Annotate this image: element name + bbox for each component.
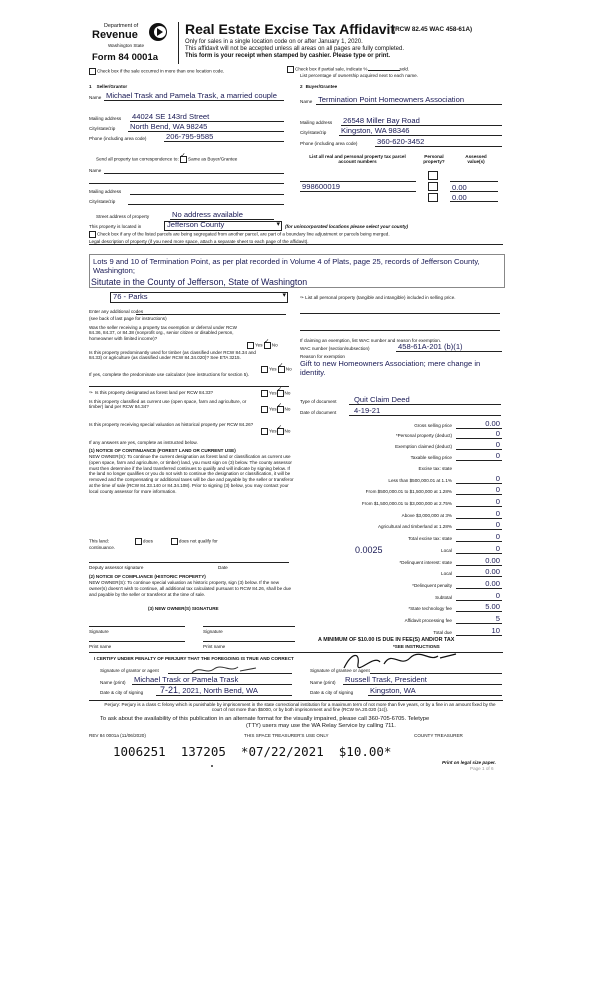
deputy-date-label: Date — [218, 565, 228, 570]
tax-line-tier2 — [456, 494, 502, 495]
print-name-line-1[interactable] — [89, 641, 185, 642]
form-number: Form 84 0001a — [92, 52, 159, 63]
doc-type-line — [349, 404, 501, 405]
dept-line3: Washington State — [108, 43, 145, 48]
pencil-icon: ✑ — [300, 295, 306, 300]
assessed-col-header: Assessed value(s) — [465, 154, 487, 165]
seller-name-value[interactable]: Michael Trask and Pamela Trask, a married couple — [106, 91, 277, 100]
grantee-name-value[interactable]: Russell Trask, President — [345, 675, 427, 684]
treasurer-use-only: THIS SPACE TREASURER'S USE ONLY — [244, 733, 329, 738]
tax-value-tech-fee[interactable]: 5.00 — [485, 602, 500, 611]
deputy-sig-label: Deputy assessor signature — [89, 565, 144, 570]
grantor-date-label: Date & city of signing — [100, 690, 144, 695]
grantee-sig-line[interactable] — [370, 673, 502, 674]
county-note: (for unincorporated locations please select your county) — [285, 224, 409, 229]
tax-label-tier3: From $1,500,000.01 to $3,000,000 at 2.75% — [361, 501, 452, 506]
tax-label-personal: *Personal property (deduct) — [395, 433, 452, 438]
signature-label-2: Signature — [203, 629, 223, 634]
dept-line2: Revenue — [92, 29, 138, 41]
grantee-date-line — [368, 695, 502, 696]
tax-label-gross: Gross selling price — [414, 423, 452, 428]
q2-yes-no[interactable]: Yes ✓ No — [261, 366, 292, 373]
legal-description-1: Lots 9 and 10 of Termination Point, as per plat recorded in Volume 4 of Plats, page 25, records of Jefferson County, Washington; — [93, 257, 480, 275]
tax-label-tech-fee: *State technology fee — [408, 606, 452, 611]
value-line-1 — [450, 181, 498, 182]
alt-format-line-2: (TTY) users may use the WA Relay Service by calling 711. — [246, 723, 396, 729]
notice3-title: (3) NEW OWNER(S) SIGNATURE — [148, 606, 219, 611]
correspondence-label: Send all property tax correspondence to: ✓ Same as Buyer/Grantee — [96, 156, 237, 163]
buyer-name-line — [316, 104, 502, 105]
multi-location-check[interactable]: Check box if the sale occurred in more than one location code. — [89, 68, 224, 75]
tax-label-subtotal: Subtotal — [435, 595, 452, 600]
segregated-check[interactable]: Check box if any of the listed parcels are being segregated from another parcel, are part of a boundary line adjustment or parcels being merged. — [89, 231, 390, 238]
seller-address-label: Mailing address — [89, 116, 122, 121]
county-select[interactable]: Jefferson County ▾ — [164, 221, 282, 231]
tax-line-tier3 — [456, 506, 502, 507]
tax-value-tier1[interactable]: 0 — [495, 474, 500, 483]
seller-phone-value[interactable]: 206-795-9585 — [166, 132, 214, 141]
same-as-buyer-checkbox[interactable] — [180, 156, 187, 163]
notice1-body: NEW OWNER(S): To continue the current designation as forest land or classification as current use (open space, farm and agriculture, or timber) land, you must sign on (3) below. The county assessor must then determine if the land transferred continues to qualify and will indicate by signing below. If the land no longer qualifies or you do not wish to continue the designation or classification, it will be removed and the compensating or additional taxes will be due and payable by the seller or transferor at the time of sale (RCW 84.33.140 or 84.34.108). Prior to signing (3) below, you may contact your local county assessor for more information. — [89, 454, 294, 494]
seller-phone-line — [164, 141, 284, 142]
see-instructions: *SEE INSTRUCTIONS — [393, 644, 440, 649]
tax-line-tech-fee — [456, 611, 502, 612]
corr-mailing-line[interactable] — [130, 194, 284, 195]
value-line-3 — [450, 201, 498, 202]
tax-label-tier4: Above $3,000,000 at 3% — [401, 513, 452, 518]
buyer-name-value[interactable]: Termination Point Homeowners Association — [318, 95, 465, 104]
corr-name-line[interactable] — [104, 173, 284, 174]
parcel-line-2 — [300, 191, 416, 192]
wac-line — [396, 351, 502, 352]
tax-line-taxable — [456, 460, 502, 461]
additional-codes-label: Enter any additional codes — [89, 309, 144, 314]
tax-value-tier3[interactable]: 0 — [495, 497, 500, 506]
tax-value-exemption[interactable]: 0 — [495, 440, 500, 449]
personal-col-header: Personal property? — [423, 154, 445, 165]
footer-top-line — [89, 700, 503, 701]
personal-checkbox-1[interactable] — [428, 171, 438, 180]
tax-value-subtotal[interactable]: 0 — [495, 591, 500, 600]
grantor-name-value[interactable]: Michael Trask or Pamela Trask — [134, 675, 239, 684]
tax-label-exemption: Exemption claimed (deduct) — [395, 444, 452, 449]
deputy-sig-line[interactable] — [89, 562, 289, 563]
corr-name-label: Name — [89, 168, 102, 173]
tax-line-exemption — [456, 449, 502, 450]
question-current-use: Is this property classified as current use (open space, farm and agriculture, or timber) land per RCW 84.34? — [89, 399, 247, 410]
corr-mailing-label: Mailing address — [89, 189, 122, 194]
tax-value-del-local[interactable]: 0.00 — [485, 567, 500, 576]
dot-mark — [211, 765, 213, 767]
rcw-reference: (RCW 82.45 WAC 458-61A) — [393, 26, 473, 33]
header-note-1: Only for sales in a single location code on or after January 1, 2020. — [185, 39, 363, 45]
grantee-date-value[interactable]: Kingston, WA — [370, 686, 416, 695]
legal-label: Legal description of property (if you need more space, attach a separate sheet to each page of the affidavit). — [89, 239, 309, 244]
local-rate[interactable]: 0.0025 — [355, 545, 383, 555]
this-land: This land: does does not qualify for — [89, 538, 218, 544]
street-value[interactable]: No address available — [172, 210, 243, 219]
question-timber-note: If yes, complete the predominate use calculator (see instructions for section 5). — [89, 372, 250, 377]
tax-label-total-state: Total excise tax: state — [408, 536, 452, 541]
tax-label-del-interest: *Delinquent interest: state — [399, 560, 452, 565]
signature-label-1: Signature — [89, 629, 109, 634]
seller-name-line — [104, 100, 284, 101]
tax-value-gross[interactable]: 0.00 — [485, 419, 500, 428]
parcel-number[interactable]: 998600019 — [302, 182, 341, 191]
doc-date-line — [349, 415, 501, 416]
new-owner-sig-line-2[interactable] — [203, 626, 295, 627]
tax-label-agri: Agricultural and timberland at 1.28% — [377, 524, 452, 529]
seller-heading: 1 Seller/Grantor — [89, 84, 128, 89]
personal-checkbox-2[interactable] — [428, 182, 438, 191]
seller-phone-label: Phone (including area code) — [89, 136, 147, 141]
grantor-name-label: Name (print) — [100, 680, 126, 685]
grantor-sig-line[interactable] — [168, 673, 292, 674]
question-timber: Is this property predominantly used for timber (as classified under RCW 84.34 and 84.33) or agriculture (as classified under RCW 84.34.020)? See ETA 3215. — [89, 350, 256, 361]
chevron-down-icon: ▾ — [276, 221, 280, 228]
chevron-down-icon: ▾ — [282, 292, 286, 299]
tax-value-personal[interactable]: 0 — [495, 429, 500, 438]
tax-label-tier2: From $500,000.01 to $1,500,000 at 1.28% — [365, 489, 452, 494]
doc-type-value[interactable]: Quit Claim Deed — [354, 395, 410, 404]
seller-name-label: Name — [89, 95, 102, 100]
seller-address-value[interactable]: 44024 SE 143rd Street — [132, 112, 210, 121]
certify-heading: I CERTIFY UNDER PENALTY OF PERJURY THAT THE FOREGOING IS TRUE AND CORRECT — [94, 656, 294, 661]
print-name-line-2[interactable] — [203, 641, 295, 642]
tax-label-total-due: Total due — [433, 630, 452, 635]
grantee-name-line — [343, 684, 502, 685]
if-yes-note: If any answers are yes, complete as instructed below. — [89, 440, 198, 445]
tax-line-del-penalty — [456, 588, 502, 589]
personal-list-line-2[interactable] — [300, 330, 500, 331]
tax-line-subtotal — [456, 600, 502, 601]
tax-label-excise: Excise tax: state — [418, 466, 452, 471]
tax-line-agri — [456, 529, 502, 530]
tax-label-del-local: Local — [441, 571, 452, 576]
q5-yes-no[interactable]: Yes✓ No — [261, 428, 290, 435]
county-treasurer: COUNTY TREASURER — [414, 733, 463, 738]
buyer-heading: 2 Buyer/Grantee — [300, 84, 338, 89]
seller-city-value[interactable]: North Bend, WA 98245 — [130, 122, 208, 131]
tax-value-total-due[interactable]: 10 — [491, 626, 500, 635]
notice2-body: NEW OWNER(S): To continue special valuation as historic property, sign (3) below. If the new owner(s) doesn't wish to continue, all additional tax calculated pursuant to RCW 84.26, shall be due and payable by the seller or transferor at the time of sale. — [89, 580, 292, 597]
tax-value-agri[interactable]: 0 — [495, 520, 500, 529]
assessed-value-1[interactable]: 0.00 — [452, 183, 467, 192]
partial-sale-note: List percentage of ownership acquired next to each name. — [300, 73, 418, 78]
corr-city-label: City/state/zip — [89, 199, 116, 204]
form-title: Real Estate Excise Tax Affidavit — [185, 21, 396, 37]
doc-date-value[interactable]: 4-19-21 — [354, 406, 381, 415]
wa-emblem-icon — [148, 22, 168, 42]
additional-codes-line[interactable] — [136, 314, 286, 315]
tax-line-tier4 — [456, 518, 502, 519]
minimum-fee-note: A MINIMUM OF $10.00 IS DUE IN FEE(S) AND/OR TAX — [318, 637, 455, 643]
q3-yes-no[interactable]: Yes✓ No — [261, 390, 290, 397]
notice2-title: (2) NOTICE OF COMPLIANCE (HISTORIC PROPERTY) — [89, 574, 206, 579]
new-owner-sig-line-1[interactable] — [89, 626, 185, 627]
grantor-sig-label: Signature of grantor or agent — [100, 668, 159, 673]
print-name-label-2: Print name — [203, 644, 226, 649]
value-line-2 — [450, 191, 498, 192]
tax-value-del-penalty[interactable]: 0.00 — [485, 579, 500, 588]
divider-1 — [89, 386, 289, 387]
located-label: This property is located in — [89, 224, 142, 229]
doc-date-label: Date of document — [300, 410, 337, 415]
buyer-city-label: City/state/zip — [300, 130, 327, 135]
q1-yes-no[interactable]: Yes ✓ No — [247, 342, 278, 349]
legal-paper-note: Print on legal size paper. — [442, 760, 496, 765]
corr-blank-line — [89, 183, 284, 184]
alt-format-line-1: To ask about the availability of this publication in an alternate format for the visually impaired, please call 360-705-6705. Teletype — [100, 716, 430, 722]
assessed-value-2[interactable]: 0.00 — [452, 193, 467, 202]
treasurer-stamp: 1006251 137205 *07/22/2021 $10.00* — [113, 744, 392, 759]
tax-value-del-interest[interactable]: 0.00 — [485, 556, 500, 565]
personal-checkbox-3[interactable] — [428, 193, 438, 202]
legal-description-2[interactable]: Situtate in the County of Jefferson, State of Washington — [91, 277, 308, 287]
legal-top-line — [89, 244, 503, 245]
rev-number: REV 84 0001a (11/06/2020) — [89, 733, 146, 738]
reason-label: Reason for exemption — [300, 354, 345, 359]
question-exemption: Was the seller receiving a property tax exemption or deferral under RCW 84.36, 84.37, or 84.38 (nonprofit org., senior citizen or disabled person, homeowner with limited income)? — [89, 325, 237, 341]
buyer-address-label: Mailing address — [300, 120, 333, 125]
pencil-icon: ✑ — [89, 390, 93, 395]
header-note-2: This affidavit will not be accepted unless all areas on all pages are fully completed. — [185, 46, 405, 52]
notice1-title: (1) NOTICE OF CONTINUANCE (FOREST LAND OR CURRENT USE) — [89, 448, 236, 453]
page-number: Page 1 of 6 — [470, 766, 494, 771]
tax-label-affidavit-fee: Affidavit processing fee — [404, 618, 452, 623]
buyer-phone-line — [375, 146, 502, 147]
tax-value-affidavit-fee[interactable]: 5 — [495, 614, 500, 623]
tax-line-total-state — [456, 541, 502, 542]
tax-label-del-penalty: *Delinquent penalty — [412, 583, 452, 588]
exemption-header: If claiming an exemption, list WAC number and reason for exemption. — [300, 338, 442, 343]
see-back-note: (see back of last page for instructions) — [89, 316, 167, 321]
buyer-name-label: Name — [300, 99, 313, 104]
tax-line-del-local — [456, 576, 502, 577]
personal-property-list: ✑ List all personal property (tangible and intangible) included in selling price. — [300, 295, 456, 300]
tax-line-affidavit-fee — [456, 623, 502, 624]
does-not-checkbox[interactable] — [171, 538, 178, 545]
q4-yes-no[interactable]: Yes✓ No — [261, 406, 290, 413]
land-use-select[interactable]: 76 - Parks ▾ — [110, 292, 288, 303]
reason-value[interactable]: Gift to new Homeowners Association; mere change in identity. — [300, 359, 481, 377]
tax-line-total-due — [456, 635, 502, 636]
tax-line-local — [456, 553, 502, 554]
buyer-city-line — [339, 135, 502, 136]
parcel-col-header: List all real and personal property tax parcel account numbers — [309, 154, 406, 165]
perjury-notice: Perjury: Perjury is a class C felony which is punishable by imprisonment in the state correctional institution for a maximum term of not more than five years, or by a fine in an amount fixed by the court of not more than $5000, or by both imprisonment and fine (RCW 9A.20.020 (1c)). — [104, 702, 496, 713]
grantee-date-label: Date & city of signing — [310, 690, 354, 695]
tax-value-total-state[interactable]: 0 — [495, 532, 500, 541]
dept-line1: Department of — [104, 23, 139, 29]
tax-line-tier1 — [456, 483, 502, 484]
seller-city-label: City/state/zip — [89, 126, 116, 131]
wac-label: WAC number (section/subsection) — [300, 346, 370, 351]
doc-type-label: Type of document — [300, 399, 337, 404]
grantee-name-label: Name (print) — [310, 680, 336, 685]
buyer-phone-value[interactable]: 360-620-3452 — [377, 137, 425, 146]
grantee-sig-label: Signature of grantee or agent — [310, 668, 370, 673]
personal-list-line[interactable] — [300, 313, 500, 314]
tax-line-personal — [456, 438, 502, 439]
grantor-date-value[interactable]: 7-21, 2021, North Bend, WA — [160, 685, 258, 695]
grantor-date-line — [156, 695, 292, 696]
tax-value-local[interactable]: 0 — [495, 544, 500, 553]
tax-value-tier4[interactable]: 0 — [495, 509, 500, 518]
corr-city-line[interactable] — [128, 204, 284, 205]
buyer-city-value[interactable]: Kingston, WA 98346 — [341, 126, 410, 135]
does-checkbox[interactable] — [135, 538, 142, 545]
street-label: Street address of property — [96, 214, 150, 219]
wac-value[interactable]: 458-61A-201 (b)(1) — [398, 342, 463, 351]
tax-label-tier1: Less than $500,000.01 at 1.1% — [388, 478, 452, 483]
tax-value-taxable[interactable]: 0 — [495, 451, 500, 460]
continuance-label: continuance. — [89, 545, 116, 550]
header-note-3: This form is your receipt when stamped by cashier. Please type or print. — [185, 53, 391, 59]
question-forest: ✑ Is this property designated as forest land per RCW 84.33? — [89, 390, 214, 395]
tax-value-tier2[interactable]: 0 — [495, 485, 500, 494]
tax-label-local: Local — [441, 548, 452, 553]
buyer-address-value[interactable]: 26548 Miller Bay Road — [343, 116, 420, 125]
dor-logo — [90, 20, 178, 66]
question-historic: Is this property receiving special valuation as historical property per RCW 84.26? — [89, 422, 254, 427]
tax-line-del-interest — [456, 565, 502, 566]
print-name-label-1: Print name — [89, 644, 112, 649]
tax-label-taxable: Taxable selling price — [410, 455, 452, 460]
partial-sale-check[interactable]: Check box if partial sale, indicate % sold. — [287, 66, 409, 73]
buyer-phone-label: Phone (including area code) — [300, 141, 358, 146]
header-divider — [178, 22, 179, 64]
